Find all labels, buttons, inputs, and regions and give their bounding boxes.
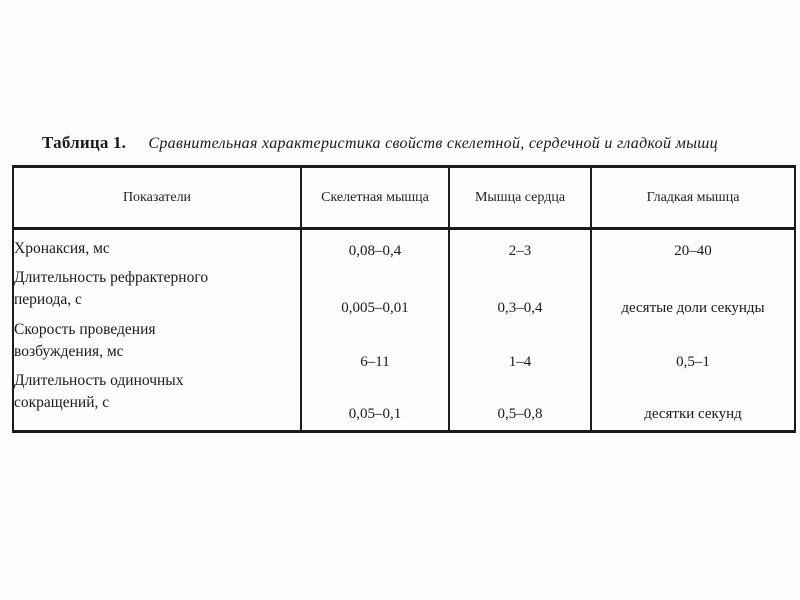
cardiac-muscle-column: [449, 229, 591, 432]
parameter-conduction-velocity: Скорость проведения возбуждения, мс: [14, 320, 156, 360]
cardiac-chronaxie-value: 2–3: [508, 243, 532, 259]
table-body: [13, 229, 795, 432]
comparison-table: [12, 165, 796, 433]
skeletal-conduction-value: 6–11: [360, 354, 390, 370]
skeletal-refractory-value: 0,005–0,01: [341, 300, 409, 316]
header-row: [13, 167, 795, 229]
smooth-muscle-column: [591, 229, 795, 432]
cardiac-contraction-value: 0,5–0,8: [497, 406, 543, 422]
cardiac-refractory-value: 0,3–0,4: [497, 300, 543, 316]
table-header: [13, 167, 795, 229]
header-cardiac-muscle: Мышца сердца: [449, 167, 591, 229]
header-skeletal-muscle: Скелетная мышца: [301, 167, 449, 229]
parameters-column: [13, 229, 301, 432]
parameter-single-contraction-duration: Длительность одиночных сокращений, с: [14, 371, 184, 411]
smooth-contraction-value: десятки секунд: [644, 406, 742, 422]
table-number-label: Таблица 1.: [42, 133, 127, 152]
smooth-conduction-value: 0,5–1: [676, 354, 710, 370]
table-caption: [42, 133, 718, 154]
smooth-refractory-value: десятые доли секунды: [621, 300, 765, 316]
cardiac-conduction-value: 1–4: [508, 354, 532, 370]
skeletal-chronaxie-value: 0,08–0,4: [348, 243, 402, 259]
smooth-chronaxie-value: 20–40: [674, 243, 712, 259]
header-parameters: Показатели: [13, 167, 301, 229]
table-row: [13, 229, 795, 432]
table-title: Сравнительная характеристика свойств скелетной, сердечной и гладкой мышц: [148, 135, 718, 152]
parameter-chronaxie: Хронаксия, мс: [14, 240, 110, 257]
header-smooth-muscle: Гладкая мышца: [591, 167, 795, 229]
skeletal-muscle-column: [301, 229, 449, 432]
parameter-refractory-period: Длительность рефрактерного периода, с: [14, 269, 209, 309]
skeletal-contraction-value: 0,05–0,1: [348, 406, 402, 422]
